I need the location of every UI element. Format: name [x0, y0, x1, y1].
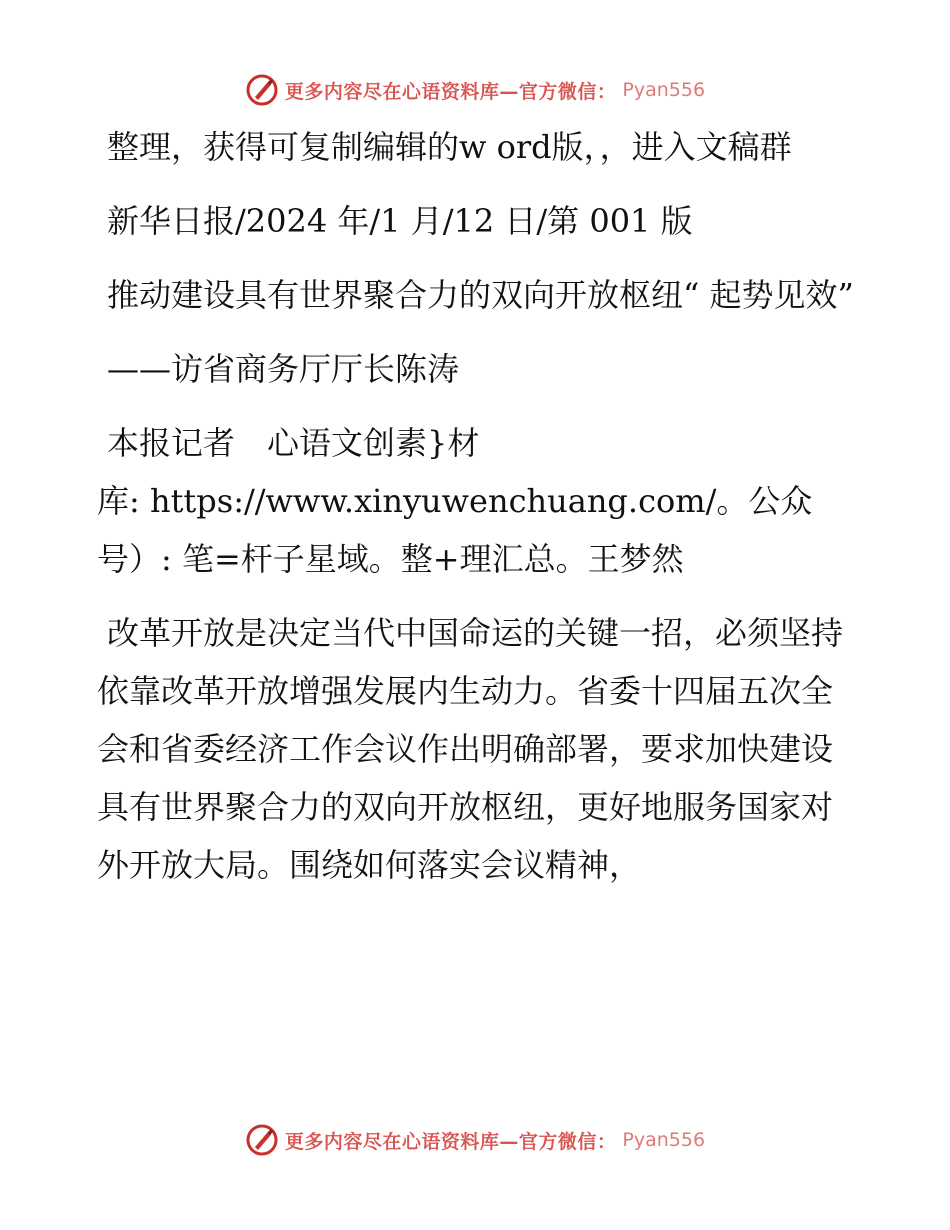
intro-line: 整理，获得可复制编辑的w ord版，，进入文稿群 [107, 128, 792, 166]
watermark-wechat-id: Pyan556 [622, 1129, 706, 1151]
watermark-text: 更多内容尽在心语资料库—官方微信： [284, 1130, 617, 1153]
footer-watermark [0, 1120, 950, 1160]
watermark-text: 更多内容尽在心语资料库—官方微信： [284, 80, 617, 103]
document-body [97, 118, 857, 894]
article-subtitle: ——访省商务厅厅长陈涛 [107, 350, 460, 388]
pen-logo-icon [245, 1123, 279, 1157]
header-watermark [0, 70, 950, 110]
body-paragraph: 改革开放是决定当代中国命运的关键一招，必须坚持依靠改革开放增强发展内生动力。省委十四届五次全会和省委经济工作会议作出明确部署，要求加快建设具有世界聚合力的双向开放枢纽，更好地服务国家对外开放大局。围绕如何落实会议精神， [97, 614, 844, 884]
byline: 本报记者 心语文创素}材 [107, 424, 480, 462]
source-line: 新华日报/2024 年/1 月/12 日/第 001 版 [107, 202, 693, 240]
article-title: 推动建设具有世界聚合力的双向开放枢纽“ 起势见效” [107, 276, 854, 314]
watermark-wechat-id: Pyan556 [622, 79, 706, 101]
pen-logo-icon [245, 73, 279, 107]
byline-continued: 库: https://www.xinyuwenchuang.com/。公众号）: 笔=杆子星域。整+理汇总。王梦然 [97, 482, 813, 578]
